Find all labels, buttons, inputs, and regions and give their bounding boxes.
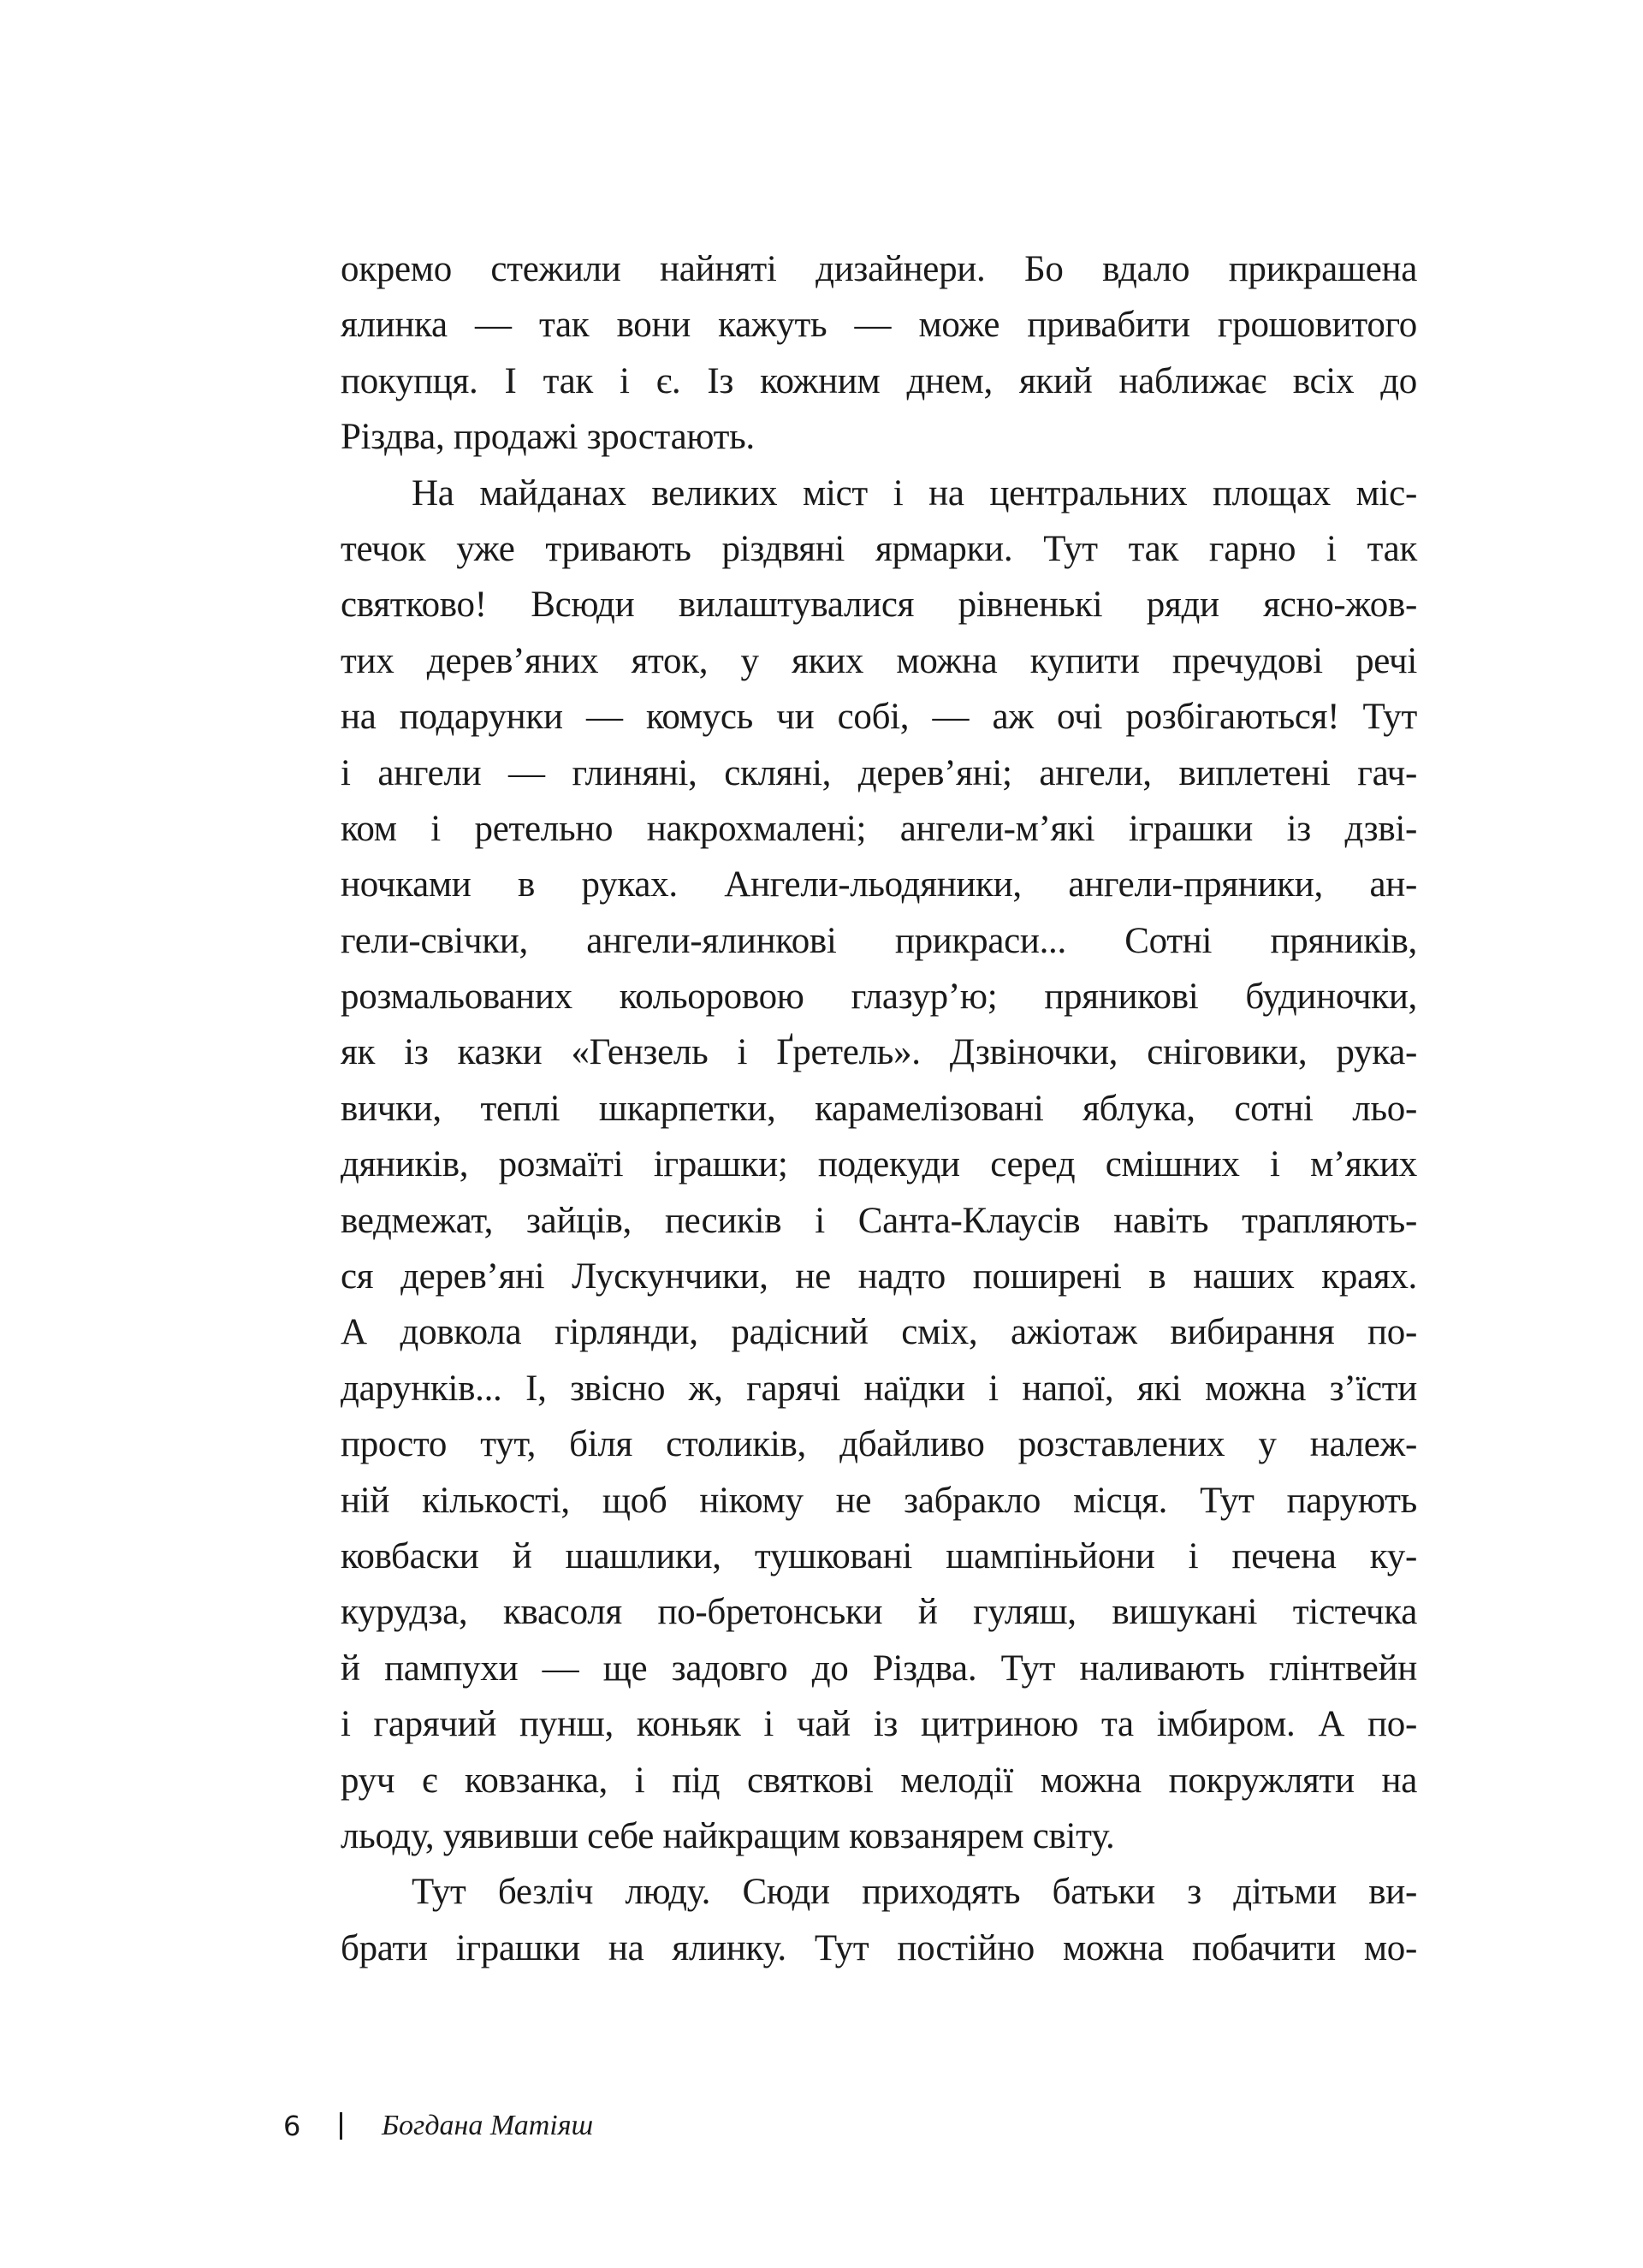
text-line: покупця. І так і є. Із кожним днем, який наближає всіх до: [341, 360, 1417, 401]
text-line: брати іграшки на ялинку. Тут постійно можна побачити мо-: [341, 1927, 1417, 1968]
text-line: тих дерев’яних яток, у яких можна купити пречудові речі: [341, 640, 1417, 681]
text-line: вички, теплі шкарпетки, карамелізовані яблука, сотні льо-: [341, 1088, 1417, 1129]
paragraph-1: [341, 241, 1417, 466]
text-line: Різдва, продажі зростають.: [341, 417, 755, 458]
text-line: льоду, уявивши себе найкращим ковзанярем світу.: [341, 1815, 1115, 1856]
text-line: Тут безліч люду. Сюди приходять батьки з дітьми ви-: [412, 1872, 1417, 1913]
running-author: Богдана Матіяш: [382, 2110, 594, 2141]
text-line: ночками в руках. Ангели-льодяники, ангели-пряники, ан-: [341, 864, 1417, 905]
text-line: дяників, розмаїті іграшки; подекуди серед смішних і м’яких: [341, 1144, 1417, 1185]
text-line: святково! Всюди вилаштувалися рівненькі ряди ясно-жов-: [341, 585, 1417, 626]
text-line: на подарунки — комусь чи собі, — аж очі розбігаються! Тут: [341, 697, 1417, 738]
text-line: руч є ковзанка, і під святкові мелодії можна покружляти на: [341, 1760, 1417, 1801]
text-line: ній кількості, щоб нікому не забракло місця. Тут парують: [341, 1480, 1417, 1521]
text-line: і гарячий пунш, коньяк і чай із цитриною та імбиром. А по-: [341, 1704, 1417, 1745]
text-line: курудза, квасоля по-бретонськи й гуляш, вишукані тістечка: [341, 1592, 1417, 1633]
page-number: 6: [283, 2110, 301, 2142]
page-body: [341, 241, 1417, 1976]
text-line: ком і ретельно накрохмалені; ангели-м’які іграшки із дзві-: [341, 808, 1417, 849]
text-line: дарунків... І, звісно ж, гарячі наїдки і напої, які можна з’їсти: [341, 1368, 1417, 1409]
paragraph-3: [341, 1864, 1417, 1976]
text-line: окремо стежили найняті дизайнери. Бо вдало прикрашена: [341, 249, 1417, 289]
text-line: А довкола гірлянди, радісний сміх, ажіотаж вибирання по-: [341, 1312, 1417, 1353]
page-footer: [283, 2107, 593, 2145]
text-line: просто тут, біля столиків, дбайливо розставлених у належ-: [341, 1424, 1417, 1465]
footer-divider: [340, 2112, 342, 2140]
text-line: ялинка — так вони кажуть — може привабити грошовитого: [341, 305, 1417, 346]
text-line: течок уже тривають різдвяні ярмарки. Тут так гарно і так: [341, 528, 1417, 569]
text-line: й пампухи — ще задовго до Різдва. Тут наливають глінтвейн: [341, 1648, 1417, 1689]
text-line: ся дерев’яні Лускунчики, не надто поширені в наших краях.: [341, 1256, 1417, 1297]
text-line: і ангели — глиняні, скляні, дерев’яні; ангели, виплетені гач-: [341, 752, 1417, 793]
text-line: ведмежат, зайців, песиків і Санта-Клаусів навіть трапляють-: [341, 1200, 1417, 1241]
text-line: ковбаски й шашлики, тушковані шампіньйони і печена ку-: [341, 1535, 1417, 1576]
text-line: розмальованих кольоровою глазур’ю; пряникові будиночки,: [341, 977, 1417, 1018]
text-line: На майданах великих міст і на центральних площах міс-: [412, 472, 1417, 514]
paragraph-2: [341, 466, 1417, 1865]
text-line: як із казки «Гензель і Ґретель». Дзвіночки, сніговики, рука-: [341, 1032, 1417, 1073]
text-line: гели-свічки, ангели-ялинкові прикраси... Сотні пряників,: [341, 920, 1417, 961]
